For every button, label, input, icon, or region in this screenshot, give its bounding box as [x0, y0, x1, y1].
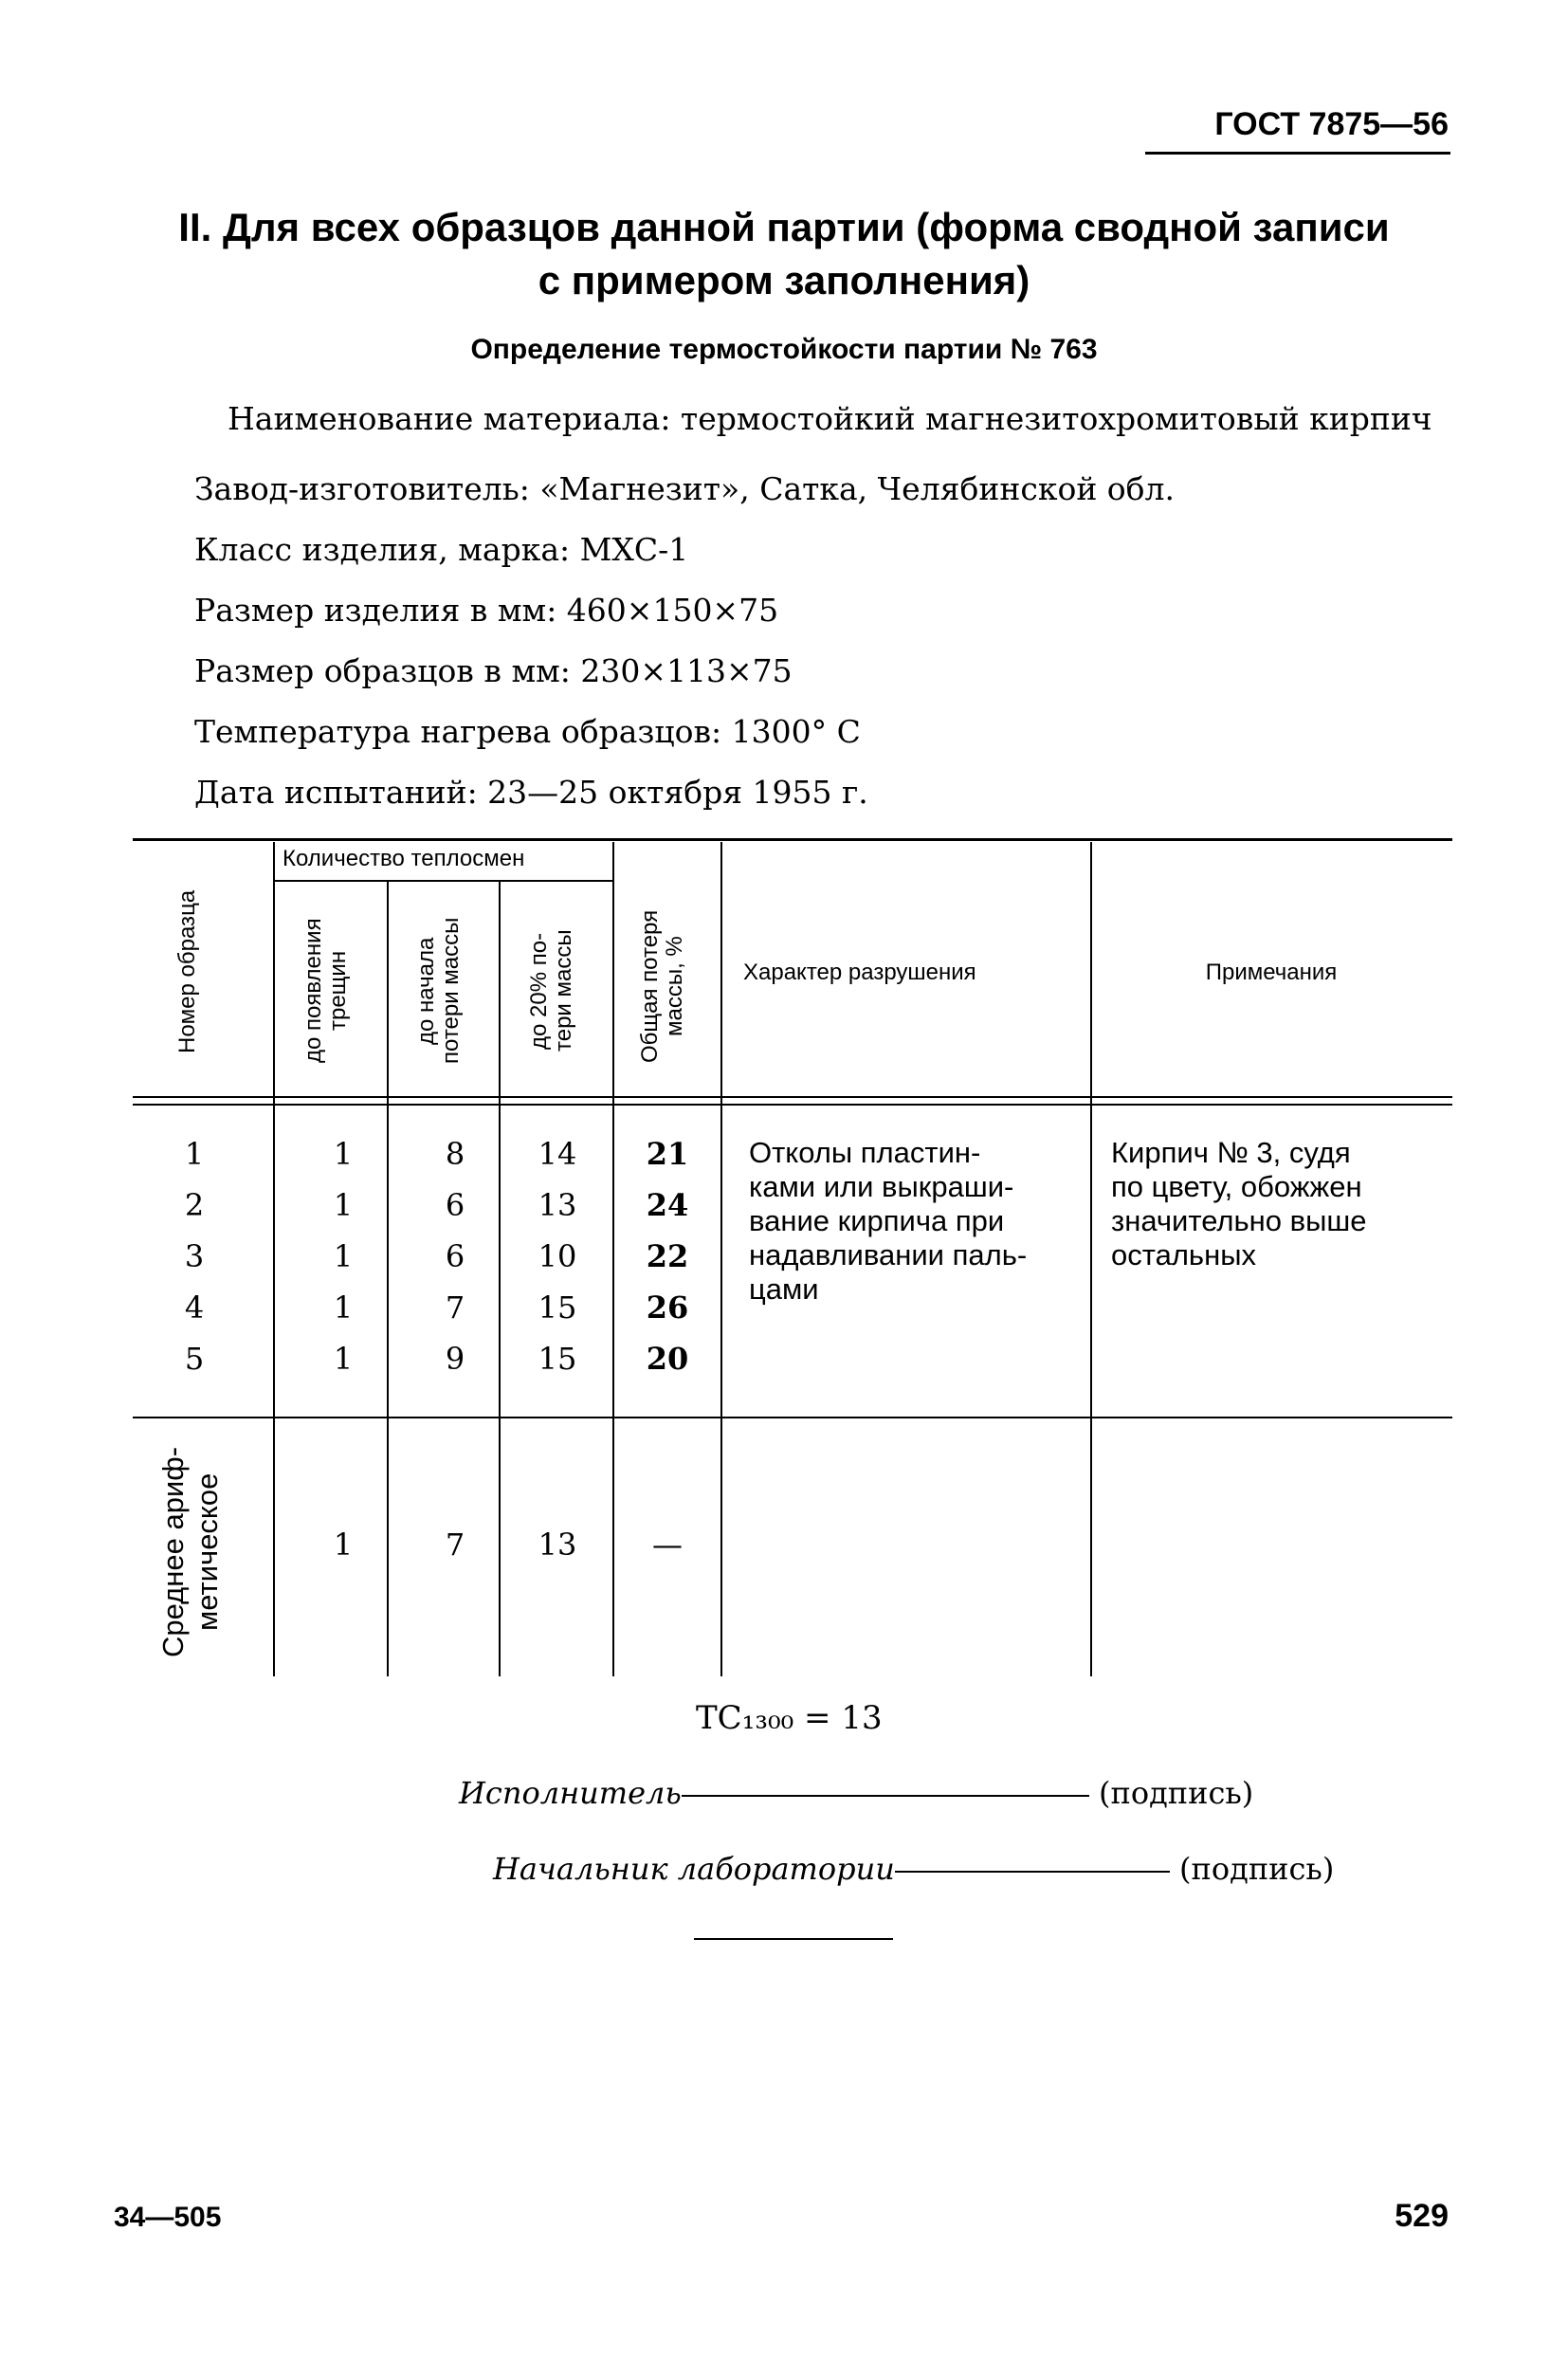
vline-5	[720, 842, 722, 1676]
head-sign: (подпись)	[1179, 1851, 1335, 1887]
row3-total: 22	[646, 1238, 689, 1274]
header-total-loss	[638, 882, 695, 1090]
row3-loss20: 10	[538, 1238, 577, 1274]
row1-loss20: 14	[538, 1136, 577, 1172]
row1-total: 21	[646, 1136, 689, 1172]
field-plant: Завод-изготовитель: «Магнезит», Сатка, Челябинской обл.	[194, 470, 1175, 507]
header-thermal-cycles: Количество теплосмен	[283, 846, 525, 871]
fracture-description	[749, 1136, 1067, 1307]
fracture-line-4: надавливании паль-	[749, 1238, 1028, 1271]
row4-number: 4	[184, 1290, 205, 1326]
fracture-line-2: ками или выкраши-	[749, 1170, 1014, 1203]
average-loss-start: 7	[445, 1527, 465, 1563]
average-loss20: 13	[538, 1527, 577, 1563]
row3-cracks: 1	[333, 1238, 354, 1274]
section-subtitle: Определение термостойкости партии № 763	[470, 334, 1098, 365]
vline-2	[387, 880, 389, 1676]
header-until-loss	[414, 891, 471, 1090]
row5-loss20: 15	[538, 1341, 577, 1377]
header-until-20	[527, 891, 584, 1090]
header-until-cracks	[301, 891, 358, 1090]
cycles-header-rule	[273, 880, 614, 882]
row4-cracks: 1	[333, 1290, 354, 1326]
vline-3	[499, 880, 501, 1676]
field-test-date: Дата испытаний: 23—25 октября 1955 г.	[194, 774, 868, 811]
average-label-1: Среднее ариф-	[156, 1446, 190, 1658]
notes-line-4: остальных	[1111, 1238, 1256, 1271]
field-class: Класс изделия, марка: МХС-1	[194, 531, 689, 568]
header-bottom-rule-2	[133, 1104, 1452, 1106]
header-until-cracks-2: трещин	[325, 950, 351, 1032]
fracture-line-5: цами	[749, 1272, 819, 1306]
page-number: 529	[1395, 2198, 1449, 2234]
row4-loss-start: 7	[445, 1290, 465, 1326]
header-total-loss-2: массы, %	[662, 936, 687, 1036]
section-title	[114, 201, 1454, 307]
row5-total: 20	[646, 1341, 689, 1377]
fracture-line-1: Отколы пластин-	[749, 1136, 981, 1169]
header-fracture: Характер разрушения	[743, 960, 976, 985]
average-label	[156, 1434, 242, 1671]
document-id: ГОСТ 7875—56	[1214, 106, 1449, 142]
row1-loss-start: 8	[445, 1136, 465, 1172]
vline-4	[612, 842, 614, 1676]
table-top-rule	[133, 838, 1452, 841]
row5-number: 5	[184, 1341, 205, 1377]
row2-cracks: 1	[333, 1187, 354, 1223]
row2-number: 2	[184, 1187, 205, 1223]
header-until-cracks-1: до появления	[301, 918, 326, 1064]
section-title-line2: с примером заполнения)	[538, 258, 1030, 302]
row3-loss-start: 6	[445, 1238, 465, 1274]
head-label: Начальник лаборатории	[493, 1851, 895, 1887]
notes-line-1: Кирпич № 3, судя	[1111, 1136, 1351, 1169]
header-notes: Примечания	[1205, 960, 1338, 985]
notes-line-3: значительно выше	[1111, 1204, 1367, 1237]
vline-1	[273, 842, 275, 1676]
fracture-line-3: вание кирпича при	[749, 1204, 1005, 1237]
notes-text	[1111, 1136, 1450, 1272]
header-bottom-rule	[133, 1096, 1452, 1098]
average-cracks: 1	[333, 1527, 354, 1563]
header-until-20-2: тери массы	[551, 929, 576, 1052]
end-rule	[694, 1938, 893, 1940]
header-sample-no: Номер образца	[174, 889, 200, 1054]
field-product-size: Размер изделия в мм: 460×150×75	[194, 592, 779, 629]
footer-code: 34—505	[114, 2202, 222, 2233]
section-title-line1: II. Для всех образцов данной партии (форма сводной записи	[178, 205, 1390, 249]
executor-sign: (подпись)	[1099, 1775, 1254, 1811]
header-until-loss-2: потери массы	[438, 917, 464, 1065]
head-signature-line	[493, 1851, 1334, 1887]
row2-loss-start: 6	[445, 1187, 465, 1223]
head-sign-line	[895, 1871, 1170, 1873]
body-bottom-rule	[133, 1417, 1452, 1418]
notes-line-2: по цвету, обожжен	[1111, 1170, 1362, 1203]
row2-loss20: 13	[538, 1187, 577, 1223]
header-rule	[1145, 152, 1450, 155]
row4-loss20: 15	[538, 1290, 577, 1326]
field-temperature: Температура нагрева образцов: 1300° С	[194, 713, 861, 750]
row2-total: 24	[646, 1187, 689, 1223]
header-total-loss-1: Общая потеря	[637, 909, 663, 1063]
row5-cracks: 1	[333, 1341, 354, 1377]
average-label-2: метическое	[191, 1473, 224, 1632]
row4-total: 26	[646, 1290, 689, 1326]
header-until-20-1: до 20% по-	[526, 932, 552, 1050]
row3-number: 3	[184, 1238, 205, 1274]
average-total: —	[652, 1527, 683, 1563]
row1-cracks: 1	[333, 1136, 354, 1172]
executor-signature-line	[459, 1775, 1253, 1811]
field-sample-size: Размер образцов в мм: 230×113×75	[194, 652, 793, 689]
row1-number: 1	[184, 1136, 205, 1172]
executor-label: Исполнитель	[459, 1775, 682, 1811]
header-until-loss-1: до начала	[413, 937, 439, 1045]
field-material: Наименование материала: термостойкий магнезитохромитовый кирпич	[228, 400, 1432, 437]
executor-sign-line	[682, 1795, 1089, 1797]
row5-loss-start: 9	[445, 1341, 465, 1377]
tc-result: TC₁₃₀₀ = 13	[696, 1699, 883, 1737]
